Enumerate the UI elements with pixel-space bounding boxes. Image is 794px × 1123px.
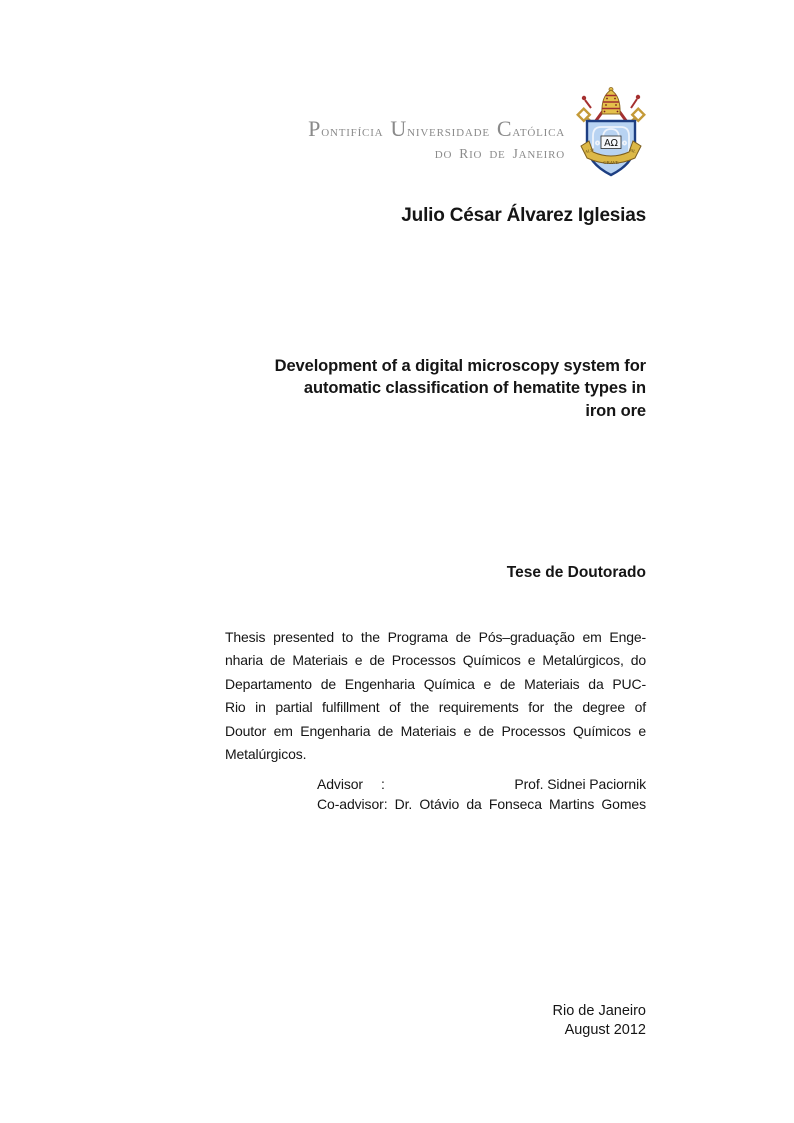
- wordmark-word: JANEIRO: [512, 146, 565, 161]
- svg-text:GRAVE: GRAVE: [603, 160, 619, 165]
- advisor-name: Prof. Sidnei Paciornik: [514, 776, 646, 792]
- wordmark-word: CATÓLICA: [496, 116, 565, 141]
- thesis-description: [225, 626, 646, 766]
- advisors-block: [317, 774, 646, 814]
- svg-text:ΑΩ: ΑΩ: [604, 138, 618, 149]
- svg-text:ALIS: ALIS: [584, 146, 595, 155]
- wordmark-word: UNIVERSIDADE: [390, 116, 490, 141]
- papal-tiara: [602, 88, 620, 115]
- coadvisor-line: Co-advisor: Dr. Otávio da Fonseca Martins Gomes: [317, 796, 646, 812]
- degree-label: Tese de Doutorado: [506, 564, 646, 581]
- thesis-description-line: Doutor em Engenharia de Materiais e de Processos Químicos e: [225, 722, 646, 739]
- wordmark-word: DE: [489, 149, 506, 161]
- thesis-title-line: automatic classification of hematite types in: [303, 379, 646, 398]
- footer-block: [225, 1002, 646, 1039]
- thesis-description-line: Thesis presented to the Programa de Pós–graduação em Enge-: [225, 629, 646, 645]
- footer-city: Rio de Janeiro: [552, 1003, 646, 1019]
- puc-rio-coat-of-arms-icon: [573, 86, 649, 182]
- advisor-label: Advisor: [317, 776, 363, 792]
- university-wordmark: [308, 117, 565, 163]
- thesis-description-line: Rio in partial fulfillment of the requirements for the degree of: [225, 699, 646, 716]
- alpha-omega-monogram: [601, 136, 621, 149]
- wordmark-word: PONTIFÍCIA: [308, 116, 384, 141]
- author-name: Julio César Álvarez Iglesias: [401, 205, 646, 226]
- wordmark-word: DO: [434, 149, 453, 161]
- advisor-colon: :: [380, 776, 385, 792]
- thesis-description-line: Departamento de Engenharia Química e de Materiais da PUC-: [225, 675, 646, 692]
- university-name-line2: [308, 146, 565, 163]
- university-name-line1: [308, 117, 565, 145]
- svg-text:NIL: NIL: [628, 147, 637, 154]
- thesis-title-line: iron ore: [585, 401, 646, 420]
- wordmark-word: RIO: [459, 146, 483, 161]
- advisor-line: [317, 774, 646, 794]
- thesis-title: [225, 355, 646, 422]
- footer-date: August 2012: [564, 1021, 646, 1038]
- thesis-description-line: Metalúrgicos.: [225, 746, 307, 763]
- thesis-description-line: nharia de Materiais e de Processos Químicos e Metalúrgicos, do: [225, 652, 646, 669]
- thesis-title-line: Development of a digital microscopy system for: [274, 357, 646, 375]
